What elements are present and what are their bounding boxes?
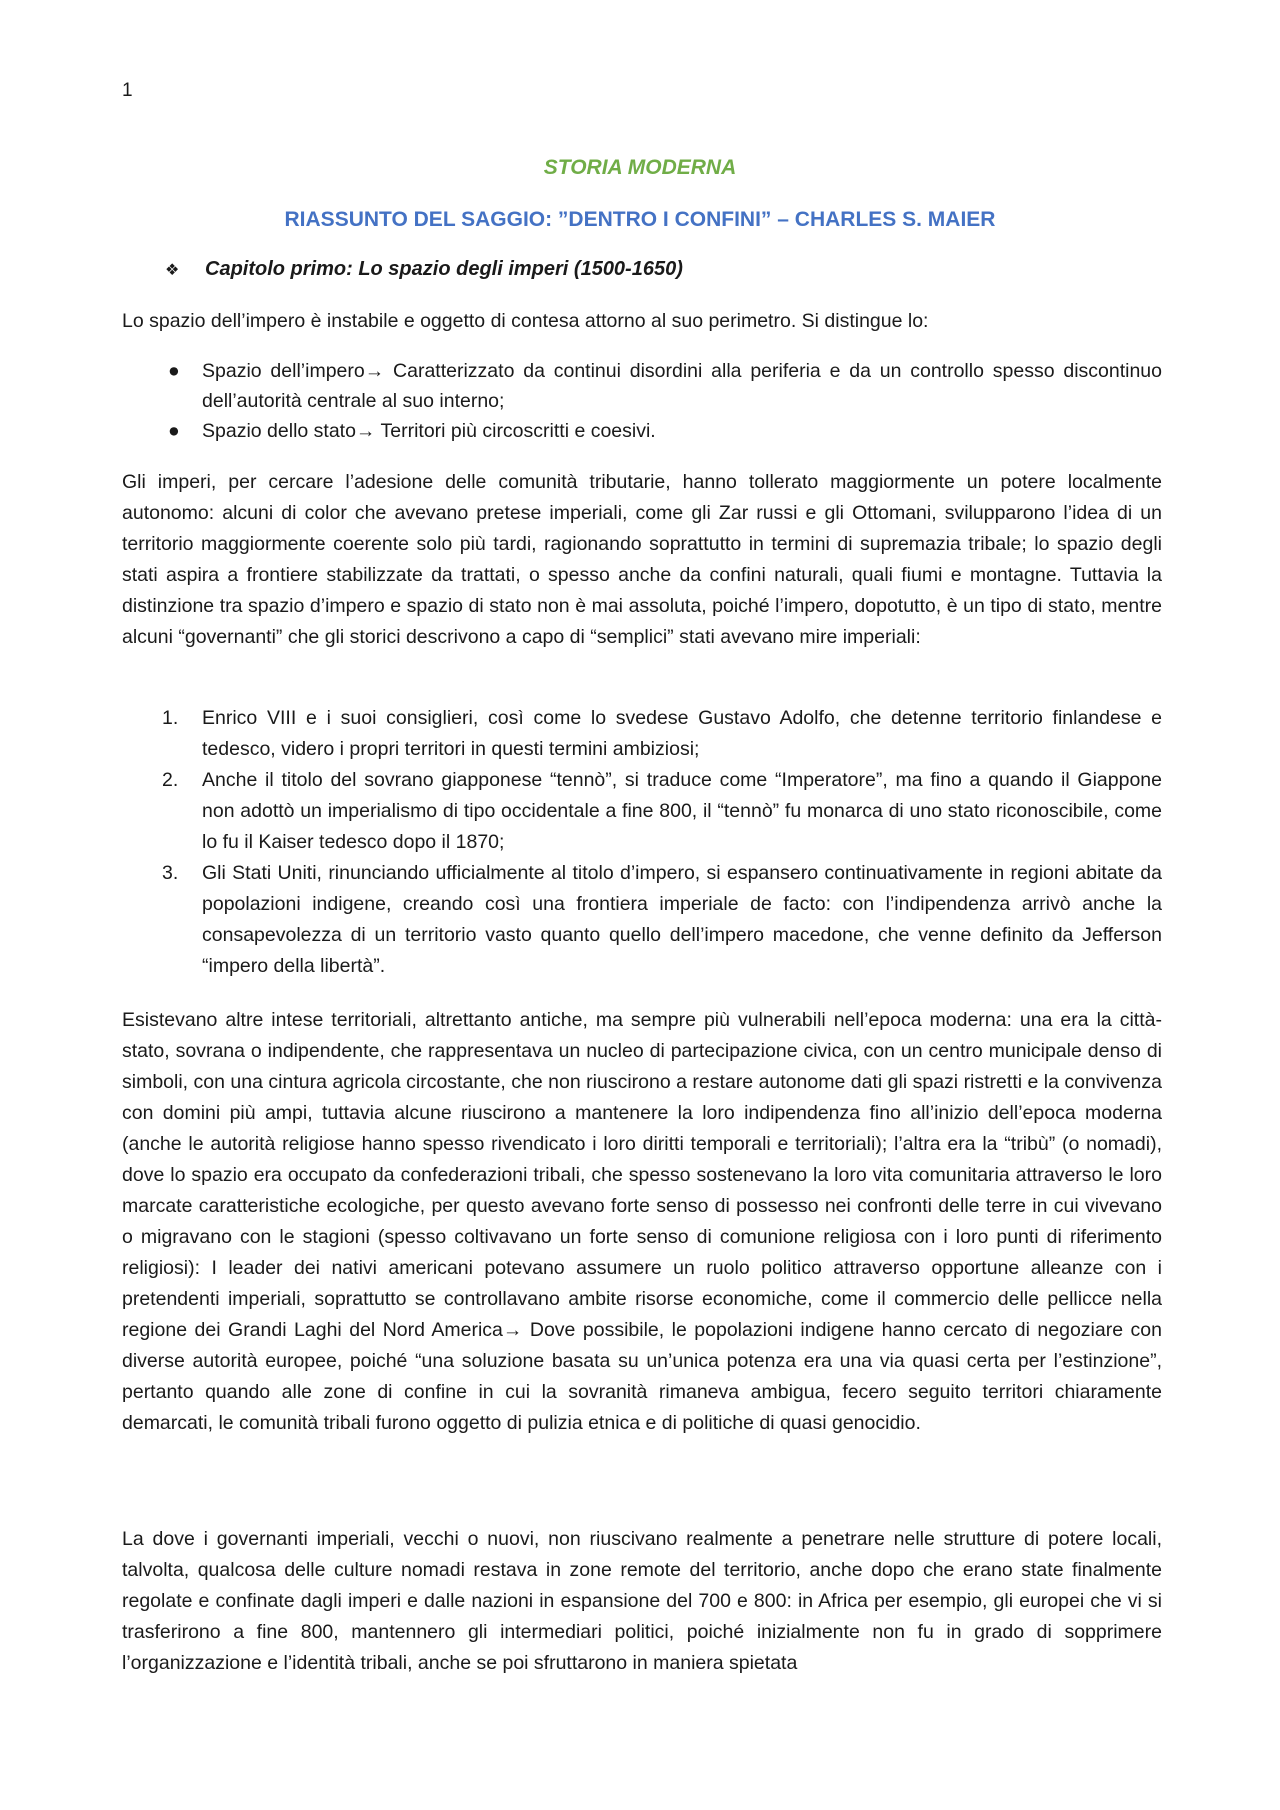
list-item [122,416,1162,446]
diamond-bullet-icon: ❖ [165,261,180,279]
bullet-icon: ● [168,420,180,442]
paragraph-imperi: Gli imperi, per cercare l’adesione delle comunità tributarie, hanno tollerato maggiormente un potere localmente autonomo: alcuni di color che avevano pretese imperiali, come gli Zar russi e gli Ottomani, svilupparono l’idea di un territorio maggiormente coerente solo più tardi, ragionando soprattutto in termini di supremazia tribale; lo spazio degli stati aspira a frontiere stabilizzate da trattati, o spesso anche da confini naturali, quali fiumi e montagne. Tuttavia la distinzione tra spazio d’impero e spazio di stato non è mai assoluta, poiché l’impero, dopotutto, è un tipo di stato, mentre alcuni “governanti” che gli storici descrivono a capo di “semplici” stati avevano mire imperiali: [122,471,1162,648]
document-title: STORIA MODERNA [543,156,737,179]
list-number: 3. [162,862,179,884]
list-number: 1. [162,707,179,729]
chapter-label: Capitolo primo: Lo spazio degli imperi (1500-1650) [205,258,683,280]
paragraph-ladove: La dove i governanti imperiali, vecchi o nuovi, non riuscivano realmente a penetrare nelle strutture di potere locali, talvolta, qualcosa delle culture nomadi restava in zone remote del territorio, anche dopo che erano state finalmente regolate e confinate dagli imperi e dalle nazioni in espansione del 700 e 800: in Africa per esempio, gli europei che vi si trasferirono a fine 800, mantennero gli intermediari politici, poiché inizialmente non fu in grado di sopprimere l’organizzazione e l’identità tribali, anche se poi sfruttarono in maniera spietata [122,1528,1162,1674]
list-item [122,703,1162,765]
numbered-list [122,703,1162,982]
bullet-icon: ● [168,360,180,382]
page-number: 1 [122,80,133,101]
list-text: Enrico VIII e i suoi consiglieri, così come lo svedese Gustavo Adolfo, che detenne territorio finlandese e tedesco, videro i propri territori in questi termini ambiziosi; [202,707,1162,760]
bullet-text: Spazio dello stato→ Territori più circoscritti e coesivi. [202,420,656,442]
list-item [122,858,1162,982]
list-text: Anche il titolo del sovrano giapponese “tennò”, si traduce come “Imperatore”, ma fino a quando il Giappone non adottò un imperialismo di tipo occidentale a fine 800, il “tennò” fu monarca di uno stato riconoscibile, come lo fu il Kaiser tedesco dopo il 1870; [202,769,1162,853]
list-number: 2. [162,769,179,791]
list-text: Gli Stati Uniti, rinunciando ufficialmente al titolo d’impero, si espansero continuativamente in regioni abitate da popolazioni indigene, creando così una frontiera imperiale de facto: con l’indipendenza arrivò anche la consapevolezza di un territorio vasto quanto quello dell’impero macedone, che venne definito da Jefferson “impero della libertà”. [202,862,1162,977]
paragraph-esistevano: Esistevano altre intese territoriali, altrettanto antiche, ma sempre più vulnerabili nell’epoca moderna: una era la città-stato, sovrana o indipendente, che rappresentava un nucleo di partecipazione civica, con un centro municipale denso di simboli, con una cintura agricola circostante, che non riuscirono a restare autonome dati gli spazi ristretti e la convivenza con domini più ampi, tuttavia alcune riuscirono a mantenere la loro indipendenza fino all’inizio dell’epoca moderna (anche le autorità religiose hanno spesso rivendicato i loro diritti temporali e territoriali); l’altra era la “tribù” (o nomadi), dove lo spazio era occupato da confederazioni tribali, che spesso sostenevano la loro vita comunitaria attraverso le loro marcate caratteristiche ecologiche, per questo avevano forte senso di possesso nei confronti delle terre in cui vivevano o migravano con le stagioni (spesso coltivavano un forte senso di comunione religiosa con i loro punti di riferimento religiosi): I leader dei nativi americani potevano assumere un ruolo politico attraverso opportune alleanze con i pretendenti imperiali, soprattutto se controllavano ambite risorse economiche, come il commercio delle pellicce nella regione dei Grandi Laghi del Nord America→ Dove possibile, le popolazioni indigene hanno cercato di negoziare con diverse autorità europee, poiché “una soluzione basata su un’unica potenza era una via quasi certa per l’estinzione”, pertanto quando alle zone di confine in cui la sovranità rimaneva ambigua, fecero seguito territori chiaramente demarcati, le comunità tribali furono oggetto di pulizia etnica e di politiche di quasi genocidio. [122,1009,1162,1434]
bullet-text: Spazio dell’impero→ Caratterizzato da continui disordini alla periferia e da un controllo spesso discontinuo dell’autorità centrale al suo interno; [202,360,1162,412]
list-item [122,356,1162,416]
chapter-heading [165,258,683,281]
list-item [122,765,1162,858]
document-subtitle: RIASSUNTO DEL SAGGIO: ”DENTRO I CONFINI” – CHARLES S. MAIER [284,208,996,231]
intro-paragraph: Lo spazio dell’impero è instabile e oggetto di contesa attorno al suo perimetro. Si distingue lo: [122,310,929,332]
bullet-list [122,356,1162,446]
